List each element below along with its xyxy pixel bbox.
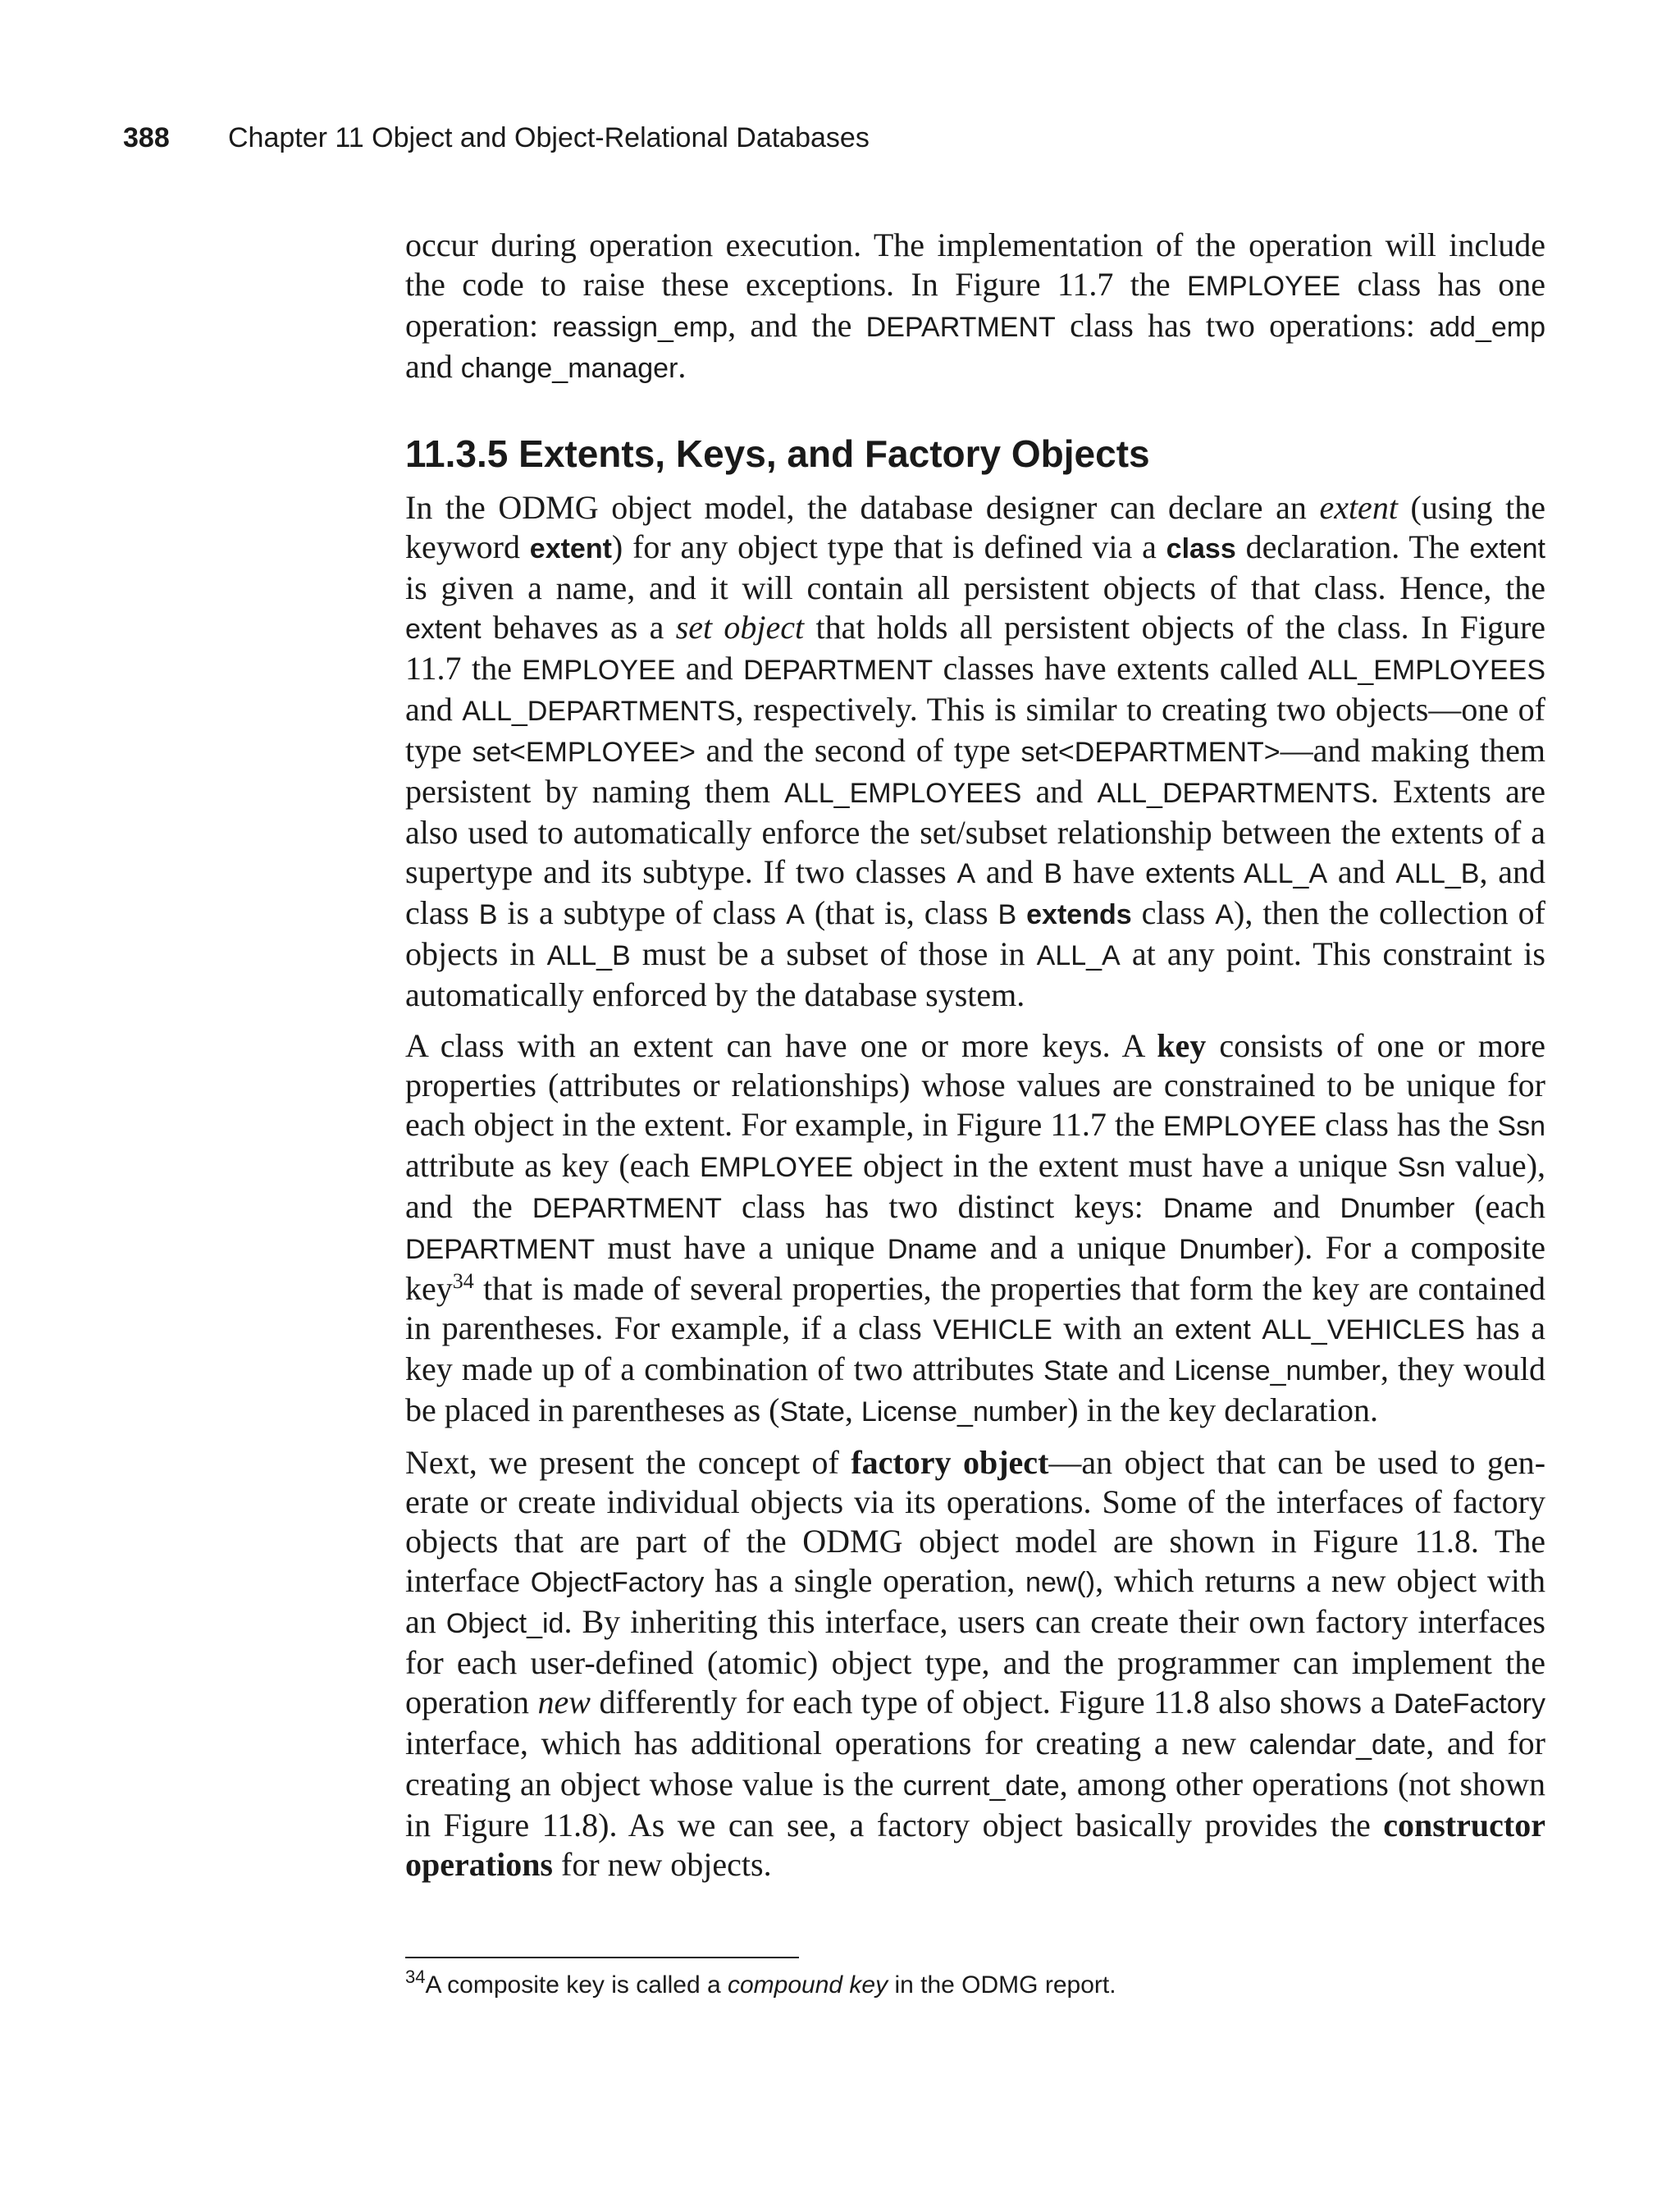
footnote-reference: 34 — [452, 1269, 474, 1293]
chapter-title: Chapter 11 Object and Object-Relational Databases — [228, 122, 870, 153]
intro-paragraph: occur during operation execution. The implementation of the operation will include the code to raise these exceptions. In Figure 11.7 the EMPLOYEE class has one operation: reassign_emp, and the DEPARTMENT class has two operations: add_emp and change_manager. — [405, 226, 1546, 385]
main-content — [405, 226, 1545, 1884]
footnote-rule — [405, 1957, 799, 1958]
keys-paragraph: A class with an extent can have one or more keys. A key consists of one or more properties (attributes or relationships) whose values are constrained to be unique for each object in the extent. For example, in Figure 11.7 the EMPLOYEE class has the Ssn attribute as key (each EMPLOYEE object in the extent must have a unique Ssn value), and the DEPARTMENT class has two distinct keys: Dname and Dnumber (each DEPARTMENT must have a unique Dname and a unique Dnumber). For a composite key$^{34}$ that is made of several properties, the properties that form the key are contained in parentheses. For example, if a class VEHICLE with an extent ALL_VEHICLES has a key made up of a combination of two attributes State and License_number, they would be placed in parentheses as (State, License_number) in the key declaration. — [405, 1027, 1546, 1428]
factory-paragraph: Next, we present the concept of factory object—an object that can be used to generate or create individual objects via its operations. Some of the interfaces of factory objects that are part of the ODMG object model are shown in Figure 11.8. The interface ObjectFactory has a single operation, new(), which returns a new object with an Object_id. By inheriting this interface, users can create their own factory interfaces for each user-defined (atomic) object type, and the programmer can implement the operation new differently for each type of object. Figure 11.8 also shows a DateFactory interface, which has additional operations for creating a new calendar_date, and for creating an object whose value is the current_date, among other operations (not shown in Figure 11.8). As we can see, a factory object basically provides the constructor operations for new objects. — [405, 1444, 1546, 1883]
extents-paragraph: In the ODMG object model, the database designer can declare an extent (using the keyword extent) for any object type that is defined via a class declaration. The extent is given a name, and it will contain all persistent objects of that class. Hence, the extent behaves as a set object that holds all persistent objects of the class. In Figure 11.7 the EMPLOYEE and DEPARTMENT classes have extents called ALL_EMPLOYEES and ALL_DEPARTMENTS, respectively. This is similar to creating two objects—one of type set<EMPLOYEE> and the second of type set<DEPARTMENT>—and making them persistent by naming them ALL_EMPLOYEES and ALL_DEPARTMENTS. Extents are also used to automatically enforce the set/subset relationship between the extents of a supertype and its subtype. If two classes A and B have extents ALL_A and ALL_B, and class B is a subtype of class A (that is, class B extends class A), then the collection of objects in ALL_B must be a subset of those in ALL_A at any point. This constraint is automatically enforced by the database system. — [405, 489, 1546, 1013]
footnote: $^{34}$A composite key is called a compound key in the ODMG report. — [405, 1967, 1116, 1999]
footnote-marker: 34 — [405, 1967, 426, 1987]
page-number: 388 — [123, 122, 170, 153]
section-heading: 11.3.5 Extents, Keys, and Factory Objects — [405, 432, 1150, 475]
running-header — [123, 121, 870, 154]
